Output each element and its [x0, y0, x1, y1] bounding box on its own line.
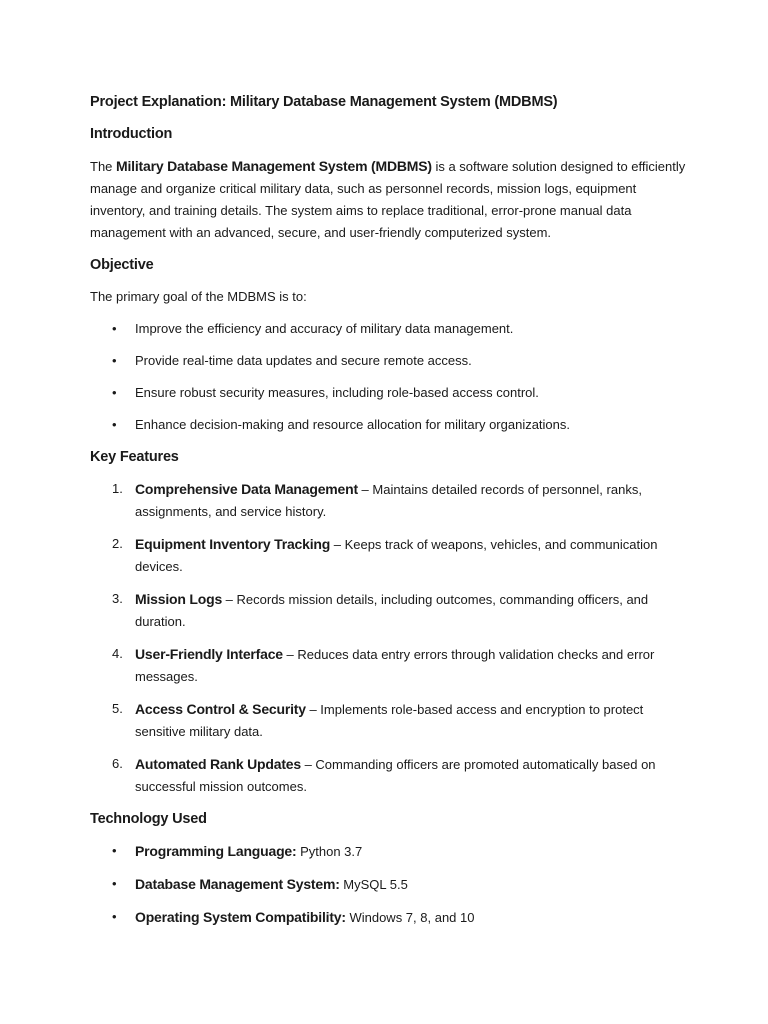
feature-desc: – Keeps track of weapons, vehicles, and communication devices. — [135, 537, 658, 574]
objective-item-text: Provide real-time data updates and secure remote access. — [135, 353, 472, 368]
objective-item-text: Enhance decision-making and resource allocation for military organizations. — [135, 417, 571, 432]
key-features-list — [90, 478, 690, 798]
bullet-marker: • — [112, 909, 117, 924]
introduction-text: is a software solution designed to efficiently manage and organize critical military data, such as personnel records, mission logs, equipment inventory, and training details. The system aims to replace traditional, error-prone manual data management with an advanced, secure, and user-friendly computerized system. — [90, 159, 686, 240]
introduction-lead: The — [90, 159, 117, 174]
feature-number: 2. — [112, 536, 123, 551]
technology-value: Windows 7, 8, and 10 — [345, 910, 475, 925]
feature-number: 6. — [112, 756, 123, 771]
technology-term: Database Management System: — [135, 876, 340, 892]
technology-item — [90, 873, 690, 896]
document-page — [90, 91, 690, 939]
document-title: Project Explanation: Military Database Management System (MDBMS) — [90, 94, 558, 110]
objective-item — [90, 382, 690, 404]
feature-number: 3. — [112, 591, 123, 606]
objective-item-text: Improve the efficiency and accuracy of military data management. — [135, 321, 514, 336]
feature-item — [90, 533, 690, 578]
feature-desc: – Implements role-based access and encryption to protect sensitive military data. — [135, 702, 644, 739]
feature-number: 4. — [112, 646, 123, 661]
feature-term: Equipment Inventory Tracking — [135, 536, 331, 552]
objective-item — [90, 350, 690, 372]
bullet-marker: • — [112, 843, 117, 858]
feature-desc: – Maintains detailed records of personnel, ranks, assignments, and service history. — [135, 482, 642, 519]
feature-item — [90, 478, 690, 523]
bullet-marker: • — [112, 385, 117, 400]
feature-term: Mission Logs — [135, 591, 223, 607]
introduction-heading: Introduction — [90, 126, 173, 142]
bullet-marker: • — [112, 353, 117, 368]
introduction-paragraph — [90, 155, 690, 244]
objective-intro: The primary goal of the MDBMS is to: — [90, 289, 307, 304]
feature-term: Comprehensive Data Management — [135, 481, 358, 497]
feature-desc: – Reduces data entry errors through validation checks and error messages. — [135, 647, 655, 684]
feature-item — [90, 753, 690, 798]
technology-item — [90, 840, 690, 863]
bullet-marker: • — [112, 321, 117, 336]
objective-item — [90, 414, 690, 436]
feature-item — [90, 643, 690, 688]
feature-number: 1. — [112, 481, 123, 496]
objective-list — [90, 318, 690, 436]
objective-item-text: Ensure robust security measures, including role-based access control. — [135, 385, 539, 400]
technology-list — [90, 840, 690, 929]
feature-desc: – Records mission details, including outcomes, commanding officers, and duration. — [135, 592, 649, 629]
feature-term: User-Friendly Interface — [135, 646, 283, 662]
technology-item — [90, 906, 690, 929]
technology-term: Programming Language: — [135, 843, 297, 859]
feature-term: Automated Rank Updates — [135, 756, 301, 772]
technology-heading: Technology Used — [90, 811, 207, 827]
objective-heading: Objective — [90, 257, 154, 273]
bullet-marker: • — [112, 876, 117, 891]
feature-term: Access Control & Security — [135, 701, 306, 717]
technology-term: Operating System Compatibility: — [135, 909, 346, 925]
introduction-bold-term: Military Database Management System (MDBMS) — [116, 158, 432, 174]
objective-item — [90, 318, 690, 340]
feature-item — [90, 698, 690, 743]
feature-item — [90, 588, 690, 633]
feature-desc: – Commanding officers are promoted automatically based on successful mission outcomes. — [135, 757, 656, 794]
key-features-heading: Key Features — [90, 449, 179, 465]
bullet-marker: • — [112, 417, 117, 432]
feature-number: 5. — [112, 701, 123, 716]
technology-value: MySQL 5.5 — [339, 877, 408, 892]
technology-value: Python 3.7 — [296, 844, 363, 859]
